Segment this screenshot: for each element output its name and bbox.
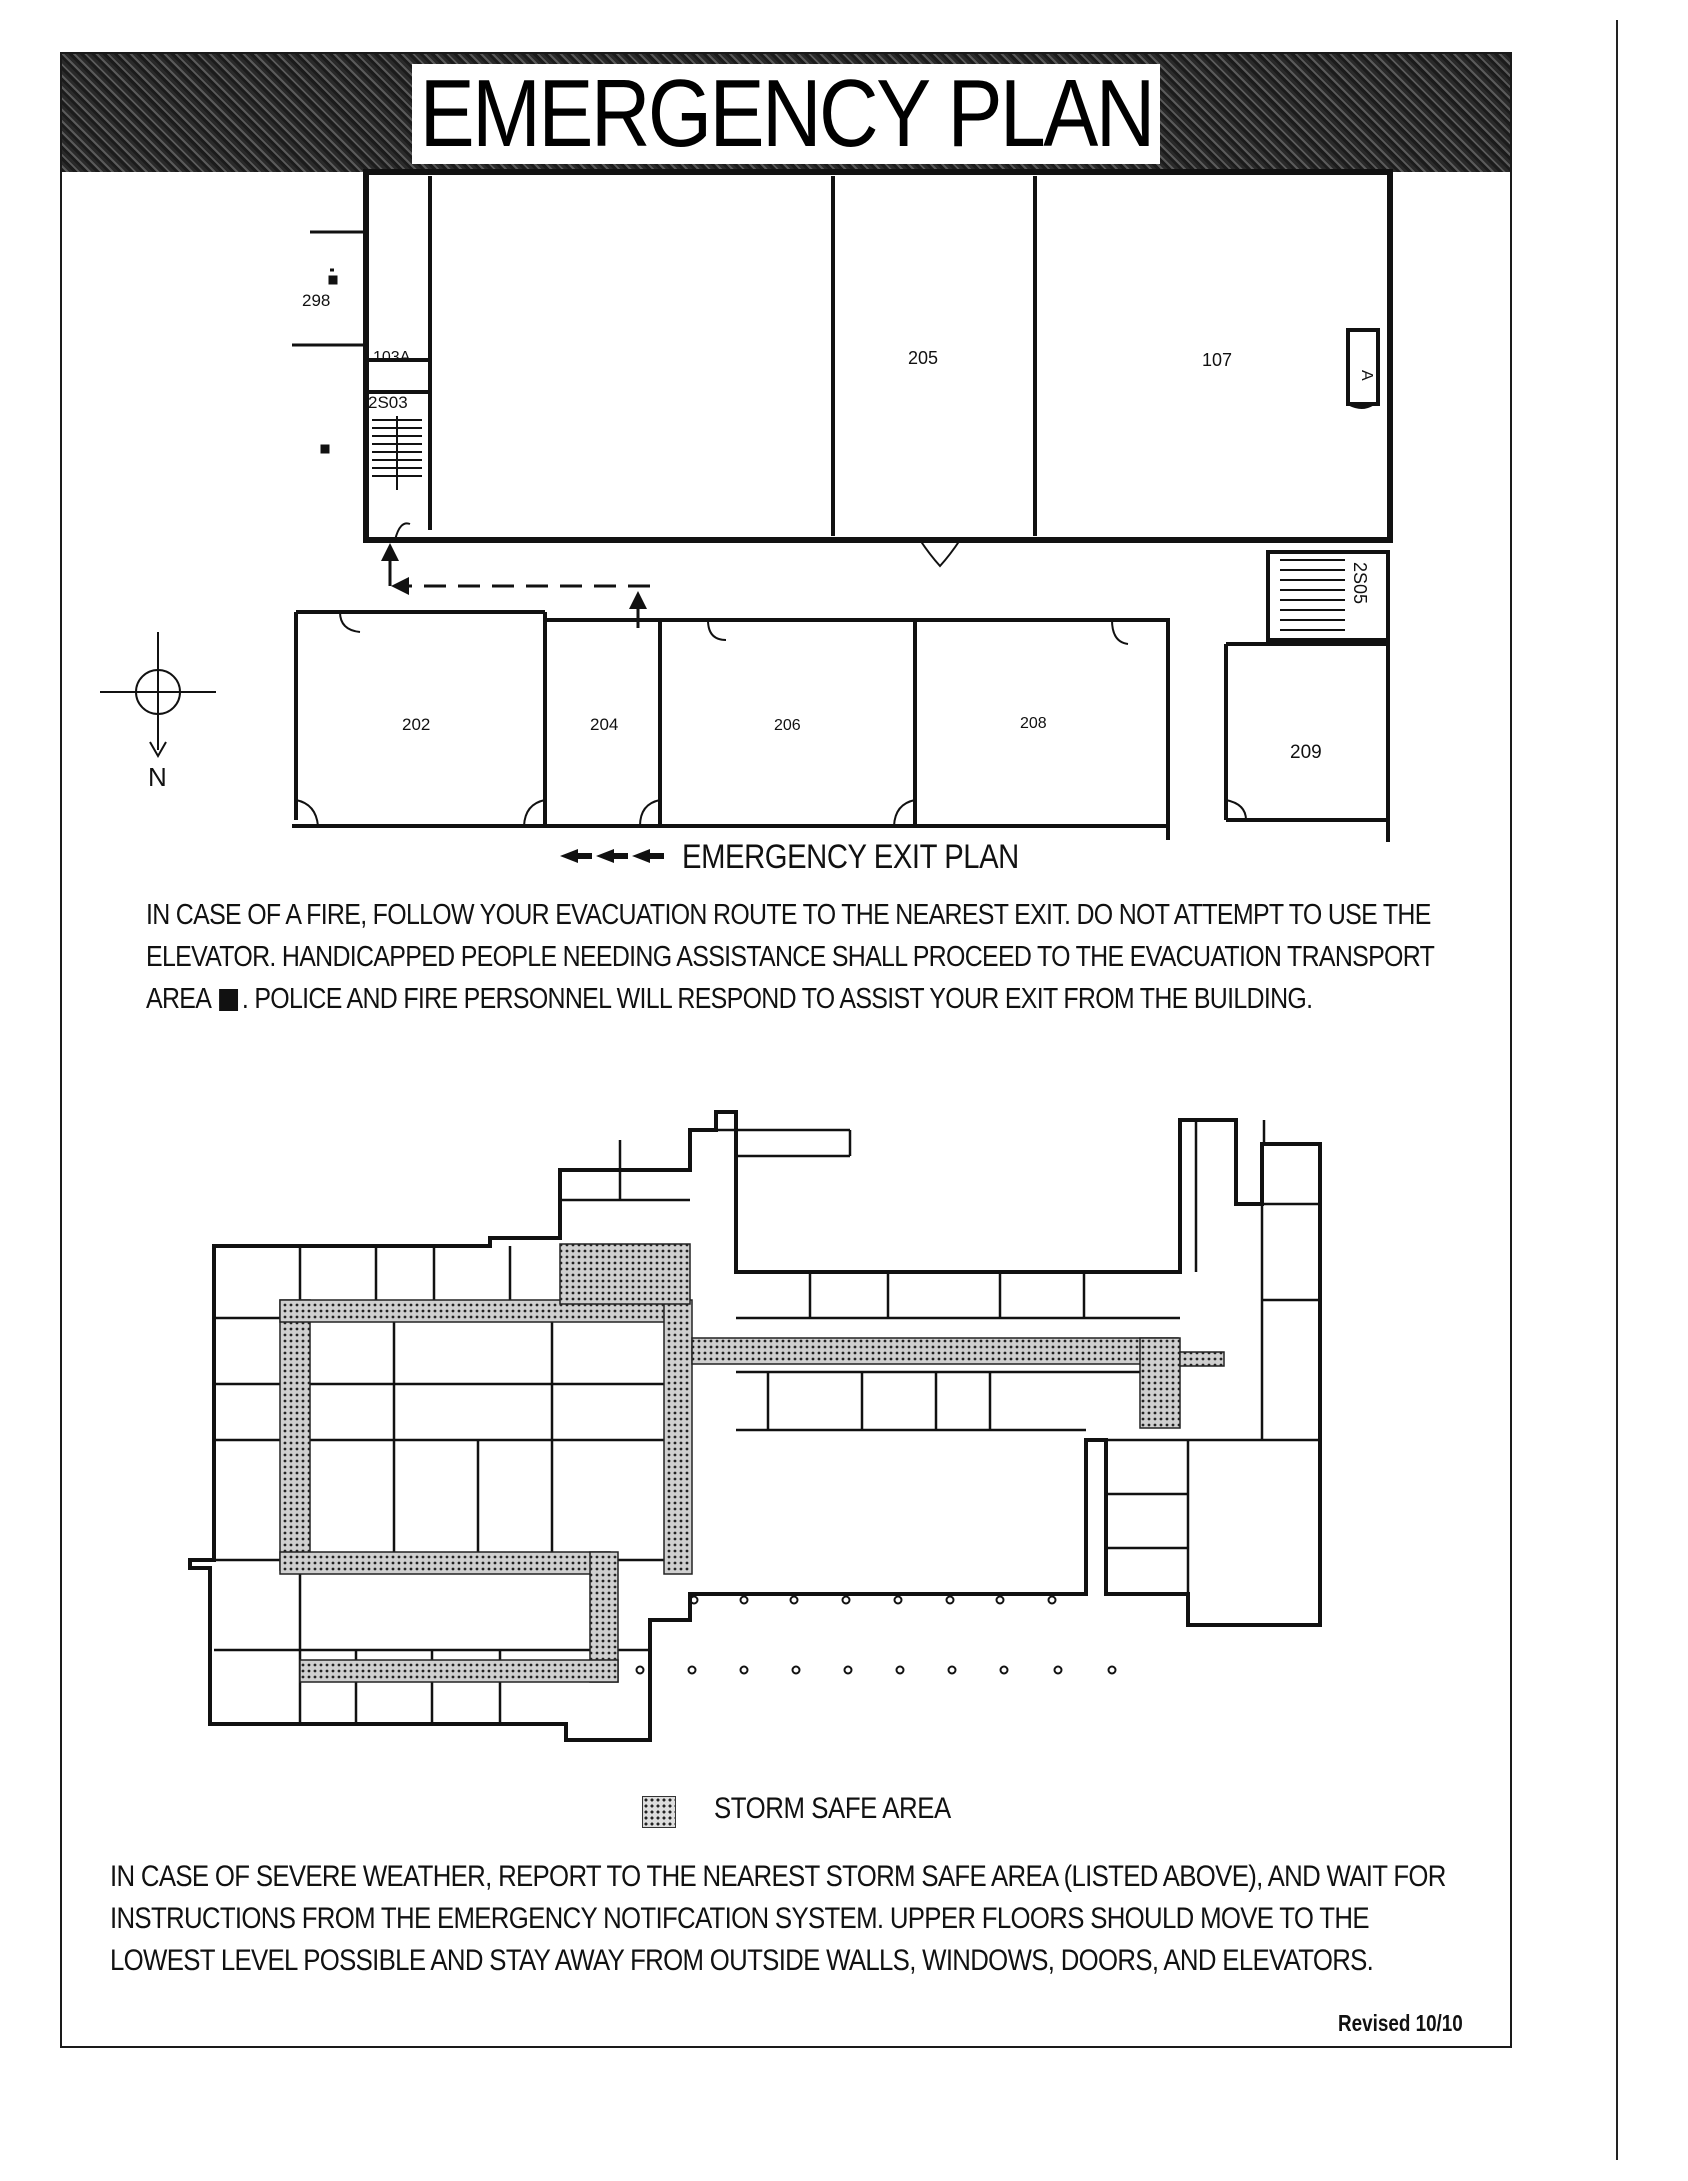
room-205-label: 205 bbox=[908, 348, 939, 368]
room-103a-label: 103A bbox=[373, 349, 411, 366]
room-2s05-label: 2S05 bbox=[1350, 562, 1370, 605]
page-title: EMERGENCY PLAN bbox=[419, 60, 1153, 167]
room-2s03-label: 2S03 bbox=[368, 393, 408, 412]
storm-instructions bbox=[110, 1856, 1446, 1982]
exit-plan-title: EMERGENCY EXIT PLAN bbox=[682, 838, 1019, 876]
fire-instructions-line-3: AREA . POLICE AND FIRE PERSONNEL WILL RESPOND TO ASSIST YOUR EXIT FROM THE BUILDING. bbox=[146, 983, 1313, 1015]
compass-north-label: N bbox=[148, 762, 167, 792]
storm-instructions-line-2: INSTRUCTIONS FROM THE EMERGENCY NOTIFCATION SYSTEM. UPPER FLOORS SHOULD MOVE TO THE bbox=[110, 1902, 1369, 1935]
storm-safe-legend-swatch bbox=[642, 1796, 676, 1828]
room-202-label: 202 bbox=[402, 715, 431, 734]
room-107-label: 107 bbox=[1202, 350, 1233, 370]
storm-safe-corridors bbox=[280, 1244, 1224, 1682]
room-209-label: 209 bbox=[1290, 742, 1322, 763]
elevator-label: A bbox=[1358, 370, 1375, 381]
parking-dots bbox=[637, 1597, 1116, 1674]
room-208-label: 208 bbox=[1020, 715, 1047, 732]
fire-instructions-line-1: IN CASE OF A FIRE, FOLLOW YOUR EVACUATION ROUTE TO THE NEAREST EXIT. DO NOT ATTEMPT TO USE THE bbox=[146, 899, 1431, 931]
storm-safe-legend-label: STORM SAFE AREA bbox=[714, 1792, 951, 1825]
storm-instructions-line-1: IN CASE OF SEVERE WEATHER, REPORT TO THE NEAREST STORM SAFE AREA (LISTED ABOVE), AND WAIT FOR bbox=[110, 1860, 1446, 1893]
fire-instructions-line-2: ELEVATOR. HANDICAPPED PEOPLE NEEDING ASSISTANCE SHALL PROCEED TO THE EVACUATION TRANSPORT bbox=[146, 941, 1435, 973]
room-298-label: 298 bbox=[302, 291, 331, 310]
room-204-label: 204 bbox=[590, 715, 619, 734]
revision-date: Revised 10/10 bbox=[1338, 2010, 1463, 2036]
storm-instructions-line-3: LOWEST LEVEL POSSIBLE AND STAY AWAY FROM OUTSIDE WALLS, WINDOWS, DOORS, AND ELEVATORS. bbox=[110, 1944, 1374, 1977]
room-206-label: 206 bbox=[774, 717, 801, 734]
